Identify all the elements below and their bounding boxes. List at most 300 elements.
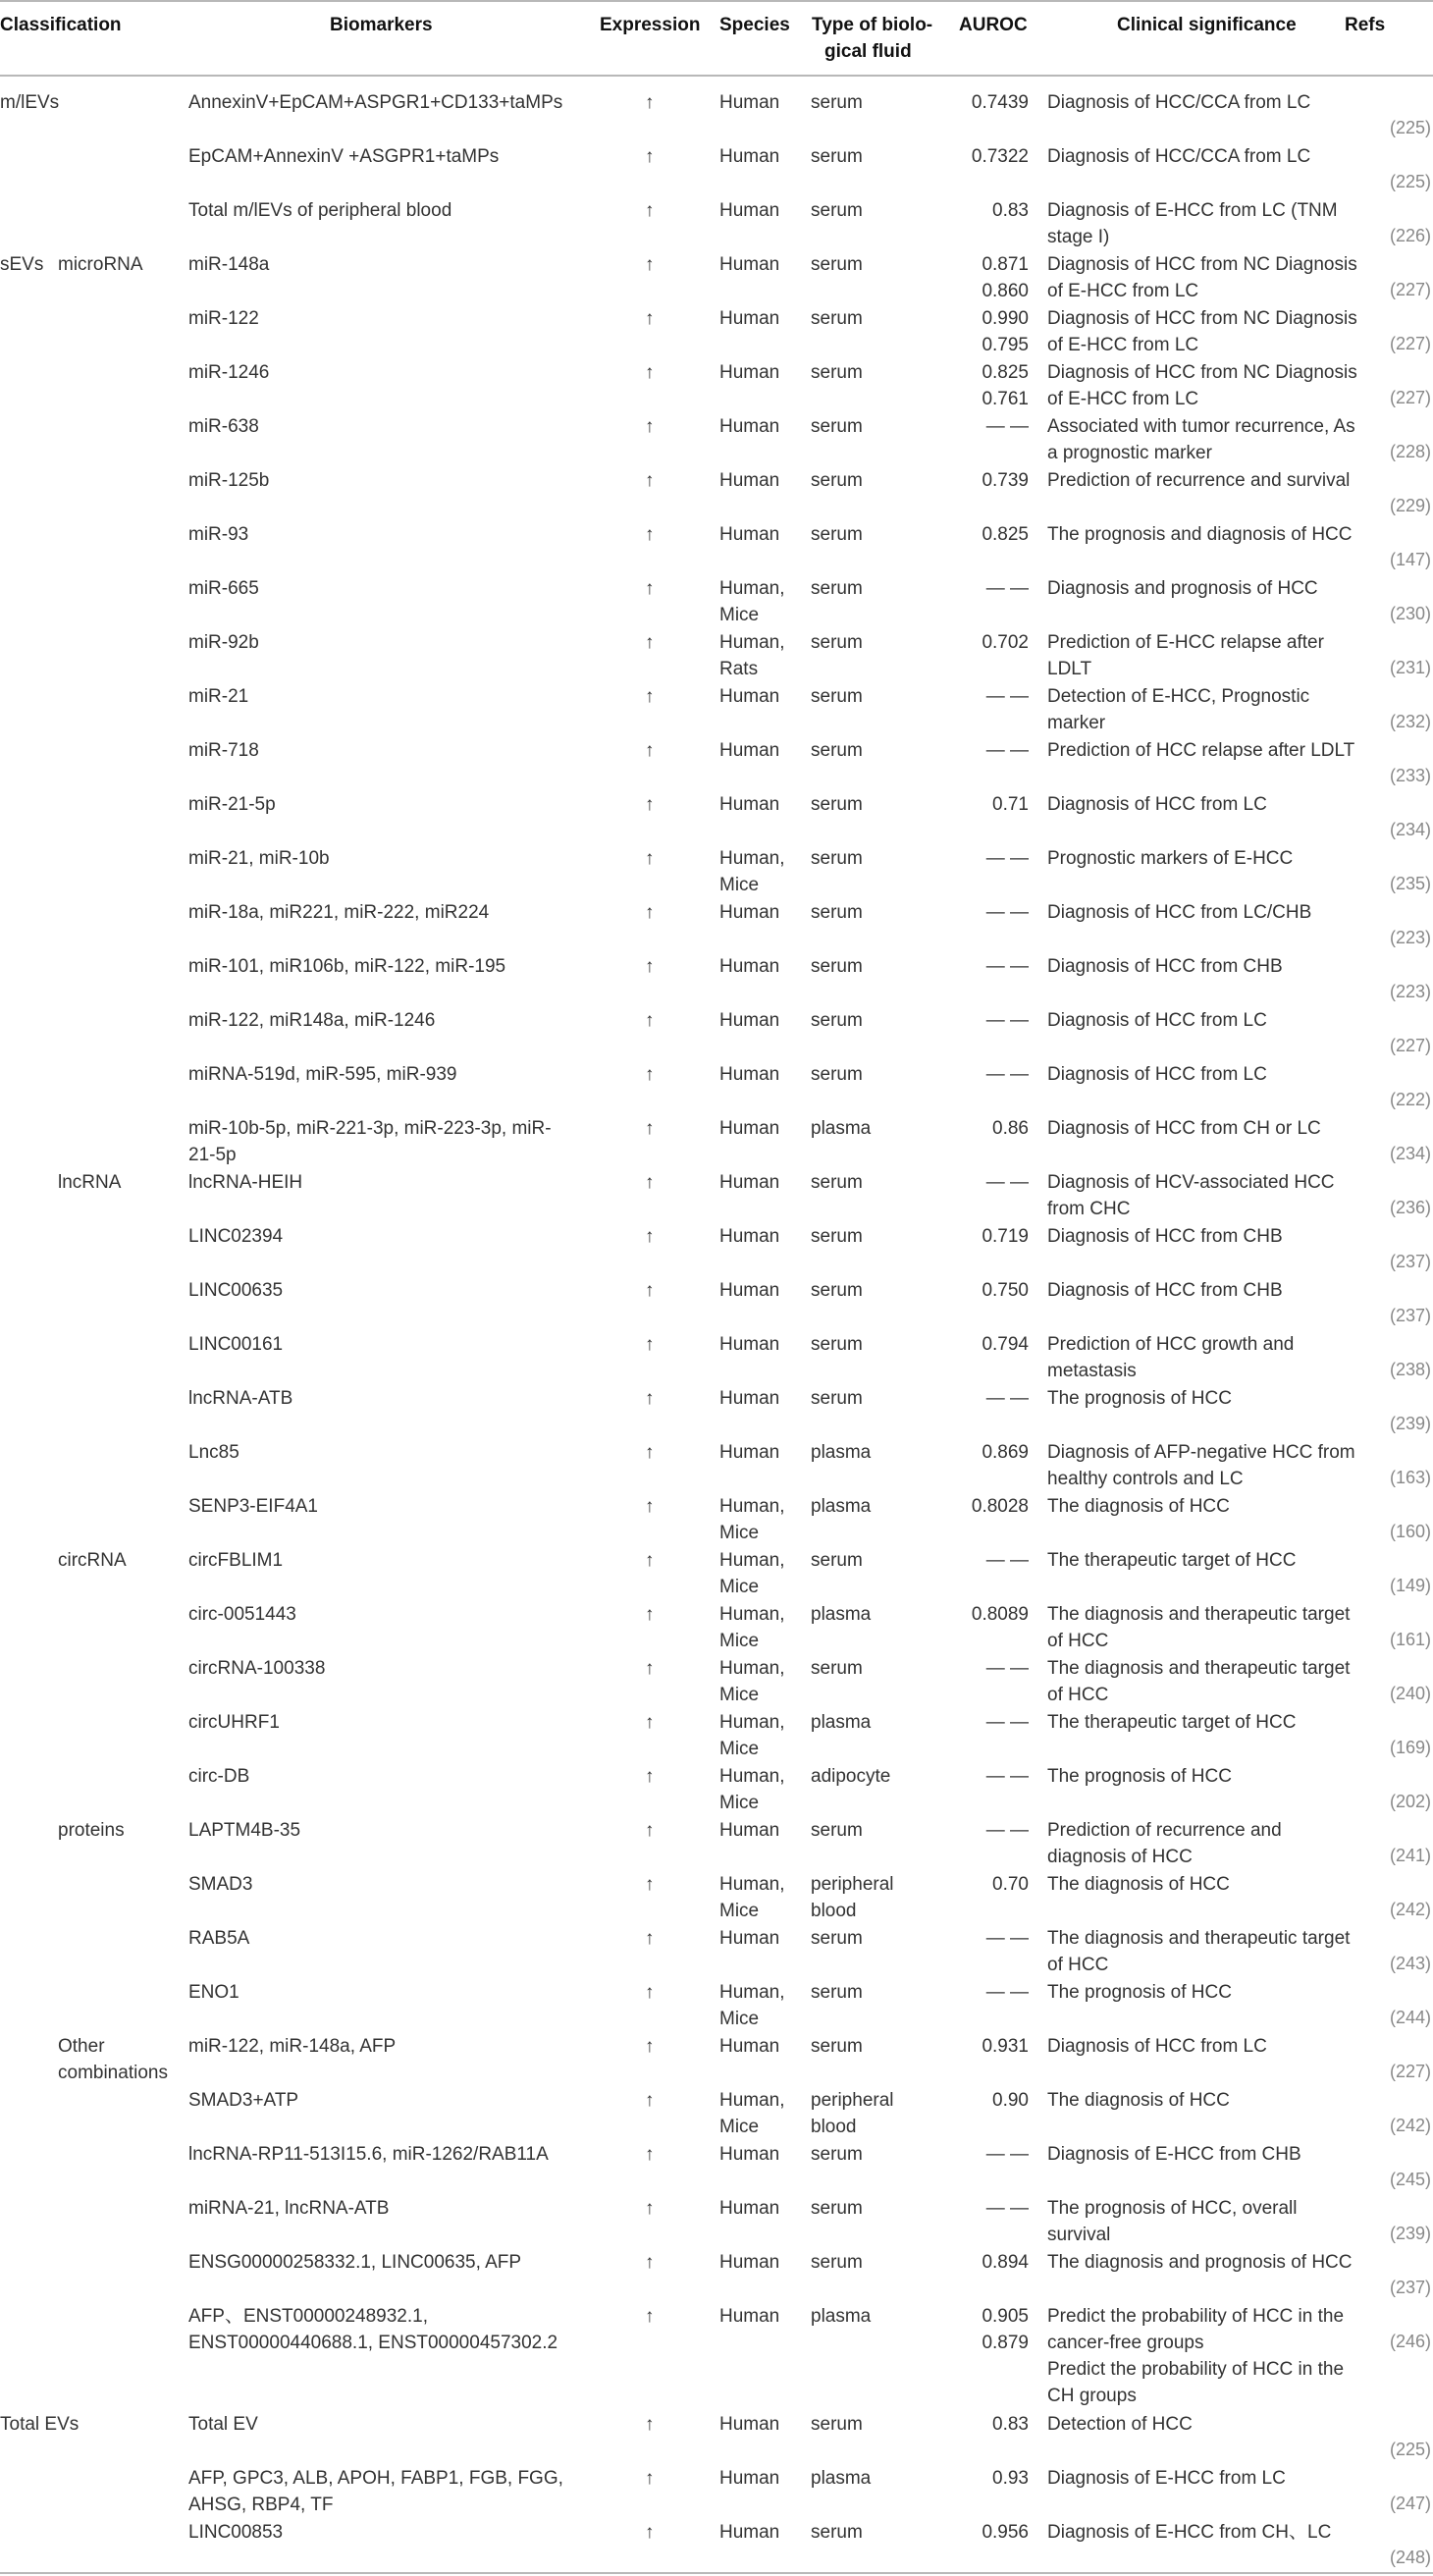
expression-up-arrow: ↑ xyxy=(645,2468,655,2489)
biomarker-name: lncRNA-RP11-513I15.6, miR-1262/RAB11A xyxy=(188,2144,549,2165)
species-cell: Human xyxy=(719,1928,780,1949)
auroc-value: 0.83 xyxy=(992,200,1029,221)
clinical-significance: Diagnosis of HCC from LC xyxy=(1047,2036,1267,2057)
subgroup-label-circrna: circRNA xyxy=(58,1550,127,1571)
clinical-significance: The diagnosis and therapeutic target xyxy=(1047,1928,1351,1949)
species-cell: Human, xyxy=(719,1982,785,2003)
clinical-significance: Diagnosis of E-HCC from LC xyxy=(1047,2468,1286,2489)
clinical-significance: Diagnosis of HCC from LC xyxy=(1047,1010,1267,1031)
clinical-significance: of HCC xyxy=(1047,1955,1109,1975)
species-cell: Mice xyxy=(719,1739,760,1759)
biomarker-name: miR-1246 xyxy=(188,362,270,383)
biomarker-name: EpCAM+AnnexinV +ASGPR1+taMPs xyxy=(188,146,500,167)
fluid-cell: serum xyxy=(811,632,863,653)
species-cell: Human, xyxy=(719,1658,785,1679)
reference-number: (161) xyxy=(1389,1630,1431,1649)
reference-number: (246) xyxy=(1389,2332,1431,2351)
reference-number: (229) xyxy=(1389,496,1431,515)
species-cell: Mice xyxy=(719,1901,760,1921)
species-cell: Mice xyxy=(719,1631,760,1651)
fluid-cell: peripheral xyxy=(811,2090,894,2111)
reference-number: (227) xyxy=(1389,280,1431,299)
clinical-significance: The diagnosis of HCC xyxy=(1047,2090,1230,2111)
auroc-value: — — xyxy=(985,956,1029,977)
expression-up-arrow: ↑ xyxy=(645,1118,655,1139)
clinical-significance: The diagnosis of HCC xyxy=(1047,1496,1230,1517)
clinical-significance: Diagnosis of HCC from LC/CHB xyxy=(1047,902,1312,923)
reference-number: (231) xyxy=(1389,658,1431,677)
reference-number: (234) xyxy=(1389,820,1431,839)
fluid-cell: serum xyxy=(811,1172,863,1193)
fluid-cell: serum xyxy=(811,1226,863,1247)
species-cell: Human, xyxy=(719,1766,785,1787)
expression-up-arrow: ↑ xyxy=(645,578,655,599)
expression-up-arrow: ↑ xyxy=(645,1658,655,1679)
expression-up-arrow: ↑ xyxy=(645,686,655,707)
biomarker-name: lncRNA-HEIH xyxy=(188,1172,303,1193)
clinical-significance: Diagnosis of HCC from NC Diagnosis xyxy=(1047,308,1357,329)
expression-up-arrow: ↑ xyxy=(645,1334,655,1355)
auroc-value: 0.90 xyxy=(992,2090,1029,2111)
biomarker-name: AFP, GPC3, ALB, APOH, FABP1, FGB, FGG, xyxy=(188,2468,563,2489)
expression-up-arrow: ↑ xyxy=(645,632,655,653)
clinical-significance: Prognostic markers of E-HCC xyxy=(1047,848,1294,869)
expression-up-arrow: ↑ xyxy=(645,1982,655,2003)
biomarker-name: Lnc85 xyxy=(188,1442,239,1463)
clinical-significance: Diagnosis of HCC/CCA from LC xyxy=(1047,146,1311,167)
species-cell: Human xyxy=(719,470,780,491)
species-cell: Human xyxy=(719,524,780,545)
clinical-significance: of E-HCC from LC xyxy=(1047,281,1199,301)
clinical-significance: Diagnosis of HCC from LC xyxy=(1047,794,1267,815)
fluid-cell: serum xyxy=(811,1928,863,1949)
clinical-significance: Prediction of HCC growth and xyxy=(1047,1334,1295,1355)
clinical-significance: The prognosis and diagnosis of HCC xyxy=(1047,524,1353,545)
clinical-significance: Diagnosis of AFP-negative HCC from xyxy=(1047,1442,1355,1463)
clinical-significance: Prediction of recurrence and xyxy=(1047,1820,1282,1841)
clinical-significance: Associated with tumor recurrence, As xyxy=(1047,416,1355,437)
biomarker-name: ENST00000440688.1, ENST00000457302.2 xyxy=(188,2333,558,2353)
clinical-significance: of HCC xyxy=(1047,1631,1109,1651)
auroc-value: — — xyxy=(985,1982,1029,2003)
biomarker-name: miR-101, miR106b, miR-122, miR-195 xyxy=(188,956,506,977)
expression-up-arrow: ↑ xyxy=(645,1280,655,1301)
auroc-value: 0.825 xyxy=(982,524,1029,545)
biomarker-name: miR-148a xyxy=(188,254,270,275)
expression-up-arrow: ↑ xyxy=(645,1010,655,1031)
auroc-value: — — xyxy=(985,1928,1029,1949)
clinical-significance: Diagnosis of HCC/CCA from LC xyxy=(1047,92,1311,113)
biomarker-name: 21-5p xyxy=(188,1145,237,1165)
expression-up-arrow: ↑ xyxy=(645,362,655,383)
clinical-significance: from CHC xyxy=(1047,1199,1131,1219)
reference-number: (238) xyxy=(1389,1360,1431,1379)
auroc-value: 0.905 xyxy=(982,2306,1029,2327)
subgroup-label-other-combinations: Other xyxy=(58,2036,105,2057)
species-cell: Human, xyxy=(719,1550,785,1571)
group-label-total-evs: Total EVs xyxy=(0,2414,80,2435)
clinical-significance: Prediction of E-HCC relapse after xyxy=(1047,632,1324,653)
biomarker-name: miR-125b xyxy=(188,470,270,491)
biomarker-name: SMAD3+ATP xyxy=(188,2090,299,2111)
fluid-cell: plasma xyxy=(811,1604,872,1625)
fluid-cell: serum xyxy=(811,470,863,491)
clinical-significance: LDLT xyxy=(1047,659,1092,679)
biomarker-name: miR-93 xyxy=(188,524,249,545)
clinical-significance: The therapeutic target of HCC xyxy=(1047,1712,1297,1733)
species-cell: Human, xyxy=(719,632,785,653)
reference-number: (233) xyxy=(1389,766,1431,785)
fluid-cell: blood xyxy=(811,2117,857,2137)
auroc-value: — — xyxy=(985,1820,1029,1841)
auroc-value: 0.879 xyxy=(982,2333,1029,2353)
expression-up-arrow: ↑ xyxy=(645,92,655,113)
clinical-significance: Diagnosis of HCC from NC Diagnosis xyxy=(1047,254,1357,275)
expression-up-arrow: ↑ xyxy=(645,200,655,221)
reference-number: (243) xyxy=(1389,1954,1431,1973)
reference-number: (234) xyxy=(1389,1144,1431,1163)
auroc-value: 0.860 xyxy=(982,281,1029,301)
species-cell: Human xyxy=(719,794,780,815)
fluid-cell: serum xyxy=(811,1820,863,1841)
reference-number: (225) xyxy=(1389,172,1431,191)
clinical-significance: Diagnosis of E-HCC from LC (TNM xyxy=(1047,200,1338,221)
fluid-cell: serum xyxy=(811,416,863,437)
header-biomarkers: Biomarkers xyxy=(330,15,433,35)
expression-up-arrow: ↑ xyxy=(645,1496,655,1517)
expression-up-arrow: ↑ xyxy=(645,1604,655,1625)
reference-number: (227) xyxy=(1389,334,1431,353)
biomarker-name: miR-718 xyxy=(188,740,259,761)
biomarker-name: miR-21 xyxy=(188,686,249,707)
table-header-rule xyxy=(0,75,1433,77)
biomarker-name: circRNA-100338 xyxy=(188,1658,326,1679)
expression-up-arrow: ↑ xyxy=(645,2252,655,2273)
expression-up-arrow: ↑ xyxy=(645,902,655,923)
auroc-value: — — xyxy=(985,1550,1029,1571)
auroc-value: — — xyxy=(985,578,1029,599)
fluid-cell: serum xyxy=(811,2522,863,2543)
species-cell: Human xyxy=(719,200,780,221)
expression-up-arrow: ↑ xyxy=(645,1226,655,1247)
expression-up-arrow: ↑ xyxy=(645,1064,655,1085)
reference-number: (239) xyxy=(1389,1414,1431,1433)
auroc-value: 0.7439 xyxy=(971,92,1029,113)
reference-number: (169) xyxy=(1389,1738,1431,1757)
reference-number: (228) xyxy=(1389,442,1431,461)
auroc-value: 0.93 xyxy=(992,2468,1029,2489)
fluid-cell: serum xyxy=(811,2036,863,2057)
clinical-significance: Diagnosis of E-HCC from CHB xyxy=(1047,2144,1301,2165)
species-cell: Human xyxy=(719,2144,780,2165)
species-cell: Human xyxy=(719,362,780,383)
species-cell: Human xyxy=(719,1334,780,1355)
clinical-significance: The prognosis of HCC xyxy=(1047,1766,1232,1787)
fluid-cell: plasma xyxy=(811,1118,872,1139)
expression-up-arrow: ↑ xyxy=(645,1874,655,1895)
fluid-cell: serum xyxy=(811,1982,863,2003)
auroc-value: — — xyxy=(985,1064,1029,1085)
fluid-cell: serum xyxy=(811,2198,863,2219)
species-cell: Human xyxy=(719,146,780,167)
species-cell: Human xyxy=(719,2468,780,2489)
fluid-cell: serum xyxy=(811,686,863,707)
fluid-cell: serum xyxy=(811,2144,863,2165)
species-cell: Human xyxy=(719,1820,780,1841)
expression-up-arrow: ↑ xyxy=(645,1766,655,1787)
clinical-significance: Diagnosis of HCC from CHB xyxy=(1047,956,1283,977)
biomarker-name: LAPTM4B-35 xyxy=(188,1820,301,1841)
biomarker-name: Total EV xyxy=(188,2414,258,2435)
reference-number: (163) xyxy=(1389,1468,1431,1487)
biomarker-name: LINC02394 xyxy=(188,1226,284,1247)
reference-number: (225) xyxy=(1389,118,1431,137)
fluid-cell: serum xyxy=(811,200,863,221)
species-cell: Human xyxy=(719,254,780,275)
clinical-significance: a prognostic marker xyxy=(1047,443,1212,463)
header-clinical-significance: Clinical significance xyxy=(1117,15,1297,35)
fluid-cell: serum xyxy=(811,578,863,599)
species-cell: Mice xyxy=(719,875,760,895)
auroc-value: 0.894 xyxy=(982,2252,1029,2273)
auroc-value: 0.71 xyxy=(992,794,1029,815)
clinical-significance: cancer-free groups xyxy=(1047,2333,1204,2353)
expression-up-arrow: ↑ xyxy=(645,1442,655,1463)
biomarker-name: RAB5A xyxy=(188,1928,250,1949)
fluid-cell: serum xyxy=(811,1010,863,1031)
fluid-cell: serum xyxy=(811,254,863,275)
fluid-cell: plasma xyxy=(811,2468,872,2489)
auroc-value: 0.83 xyxy=(992,2414,1029,2435)
auroc-value: 0.869 xyxy=(982,1442,1029,1463)
species-cell: Human xyxy=(719,902,780,923)
reference-number: (247) xyxy=(1389,2494,1431,2513)
reference-number: (242) xyxy=(1389,2116,1431,2135)
fluid-cell: serum xyxy=(811,956,863,977)
reference-number: (242) xyxy=(1389,1900,1431,1919)
auroc-value: — — xyxy=(985,1766,1029,1787)
clinical-significance: Diagnosis of HCC from CHB xyxy=(1047,1280,1283,1301)
clinical-significance: The prognosis of HCC, overall xyxy=(1047,2198,1298,2219)
expression-up-arrow: ↑ xyxy=(645,1820,655,1841)
species-cell: Human xyxy=(719,2036,780,2057)
species-cell: Mice xyxy=(719,1793,760,1813)
auroc-value: 0.761 xyxy=(982,389,1029,409)
group-label-mlevs: m/lEVs xyxy=(0,92,60,113)
auroc-value: 0.931 xyxy=(982,2036,1029,2057)
reference-number: (235) xyxy=(1389,874,1431,893)
expression-up-arrow: ↑ xyxy=(645,1928,655,1949)
fluid-cell: blood xyxy=(811,1901,857,1921)
biomarker-name: miR-638 xyxy=(188,416,259,437)
auroc-value: — — xyxy=(985,1388,1029,1409)
header-refs: Refs xyxy=(1345,15,1386,35)
fluid-cell: serum xyxy=(811,902,863,923)
fluid-cell: serum xyxy=(811,794,863,815)
expression-up-arrow: ↑ xyxy=(645,254,655,275)
subgroup-label-proteins: proteins xyxy=(58,1820,125,1841)
auroc-value: — — xyxy=(985,848,1029,869)
biomarker-name: miR-18a, miR221, miR-222, miR224 xyxy=(188,902,490,923)
auroc-value: 0.70 xyxy=(992,1874,1029,1895)
reference-number: (240) xyxy=(1389,1684,1431,1703)
fluid-cell: plasma xyxy=(811,1496,872,1517)
fluid-cell: serum xyxy=(811,1064,863,1085)
species-cell: Human xyxy=(719,2522,780,2543)
clinical-significance: healthy controls and LC xyxy=(1047,1469,1244,1489)
auroc-value: 0.871 xyxy=(982,254,1029,275)
reference-number: (241) xyxy=(1389,1846,1431,1865)
fluid-cell: serum xyxy=(811,740,863,761)
header-fluid-line1: Type of biolo- xyxy=(812,15,933,35)
expression-up-arrow: ↑ xyxy=(645,308,655,329)
header-classification: Classification xyxy=(0,15,122,35)
fluid-cell: serum xyxy=(811,146,863,167)
expression-up-arrow: ↑ xyxy=(645,2090,655,2111)
species-cell: Human xyxy=(719,1010,780,1031)
clinical-significance: Detection of E-HCC, Prognostic xyxy=(1047,686,1310,707)
subgroup-label-microrna: microRNA xyxy=(58,254,143,275)
reference-number: (248) xyxy=(1389,2548,1431,2567)
reference-number: (225) xyxy=(1389,2440,1431,2459)
biomarker-name: miRNA-21, lncRNA-ATB xyxy=(188,2198,390,2219)
auroc-value: 0.739 xyxy=(982,470,1029,491)
species-cell: Mice xyxy=(719,1577,760,1597)
fluid-cell: serum xyxy=(811,1334,863,1355)
clinical-significance: Predict the probability of HCC in the xyxy=(1047,2306,1345,2327)
table-bottom-rule xyxy=(0,2572,1433,2574)
species-cell: Mice xyxy=(719,605,760,625)
species-cell: Mice xyxy=(719,2009,760,2029)
biomarker-name: LINC00161 xyxy=(188,1334,284,1355)
biomarker-name: miR-10b-5p, miR-221-3p, miR-223-3p, miR- xyxy=(188,1118,552,1139)
expression-up-arrow: ↑ xyxy=(645,1172,655,1193)
reference-number: (223) xyxy=(1389,928,1431,947)
expression-up-arrow: ↑ xyxy=(645,2144,655,2165)
expression-up-arrow: ↑ xyxy=(645,1712,655,1733)
subgroup-label-other-combinations: combinations xyxy=(58,2063,168,2083)
clinical-significance: The prognosis of HCC xyxy=(1047,1982,1232,2003)
species-cell: Human xyxy=(719,2306,780,2327)
clinical-significance: marker xyxy=(1047,713,1106,733)
species-cell: Human xyxy=(719,956,780,977)
expression-up-arrow: ↑ xyxy=(645,146,655,167)
fluid-cell: serum xyxy=(811,362,863,383)
auroc-value: 0.990 xyxy=(982,308,1029,329)
fluid-cell: serum xyxy=(811,1388,863,1409)
species-cell: Human xyxy=(719,686,780,707)
reference-number: (222) xyxy=(1389,1090,1431,1109)
expression-up-arrow: ↑ xyxy=(645,2522,655,2543)
species-cell: Human xyxy=(719,1388,780,1409)
header-expression: Expression xyxy=(600,15,701,35)
clinical-significance: The therapeutic target of HCC xyxy=(1047,1550,1297,1571)
reference-number: (239) xyxy=(1389,2224,1431,2243)
expression-up-arrow: ↑ xyxy=(645,1388,655,1409)
fluid-cell: plasma xyxy=(811,2306,872,2327)
expression-up-arrow: ↑ xyxy=(645,2198,655,2219)
fluid-cell: serum xyxy=(811,1280,863,1301)
auroc-value: — — xyxy=(985,686,1029,707)
species-cell: Human, xyxy=(719,1874,785,1895)
auroc-value: 0.8089 xyxy=(971,1604,1029,1625)
clinical-significance: The prognosis of HCC xyxy=(1047,1388,1232,1409)
species-cell: Human xyxy=(719,2198,780,2219)
species-cell: Human xyxy=(719,1064,780,1085)
table-top-rule xyxy=(0,0,1433,2)
auroc-value: — — xyxy=(985,416,1029,437)
biomarker-name: circFBLIM1 xyxy=(188,1550,284,1571)
reference-number: (223) xyxy=(1389,982,1431,1001)
clinical-significance: Diagnosis of HCC from CH or LC xyxy=(1047,1118,1321,1139)
biomarker-name: AHSG, RBP4, TF xyxy=(188,2495,334,2515)
biomarker-name: circ-DB xyxy=(188,1766,250,1787)
biomarker-name: miRNA-519d, miR-595, miR-939 xyxy=(188,1064,457,1085)
clinical-significance: of E-HCC from LC xyxy=(1047,389,1199,409)
species-cell: Human, xyxy=(719,1496,785,1517)
clinical-significance: diagnosis of HCC xyxy=(1047,1847,1193,1867)
biomarker-name: miR-21, miR-10b xyxy=(188,848,330,869)
biomarker-name: AnnexinV+EpCAM+ASPGR1+CD133+taMPs xyxy=(188,92,563,113)
species-cell: Human, xyxy=(719,1604,785,1625)
species-cell: Human xyxy=(719,1172,780,1193)
biomarker-name: SMAD3 xyxy=(188,1874,253,1895)
auroc-value: — — xyxy=(985,740,1029,761)
expression-up-arrow: ↑ xyxy=(645,956,655,977)
biomarker-name: lncRNA-ATB xyxy=(188,1388,293,1409)
species-cell: Human xyxy=(719,1280,780,1301)
fluid-cell: peripheral xyxy=(811,1874,894,1895)
header-fluid-line2: gical fluid xyxy=(824,41,912,62)
fluid-cell: adipocyte xyxy=(811,1766,891,1787)
reference-number: (232) xyxy=(1389,712,1431,731)
expression-up-arrow: ↑ xyxy=(645,2036,655,2057)
biomarker-name: ENO1 xyxy=(188,1982,239,2003)
expression-up-arrow: ↑ xyxy=(645,848,655,869)
fluid-cell: serum xyxy=(811,1658,863,1679)
biomarker-name: LINC00635 xyxy=(188,1280,284,1301)
auroc-value: 0.8028 xyxy=(971,1496,1029,1517)
header-species: Species xyxy=(719,15,790,35)
auroc-value: 0.795 xyxy=(982,335,1029,355)
expression-up-arrow: ↑ xyxy=(645,524,655,545)
auroc-value: — — xyxy=(985,1658,1029,1679)
fluid-cell: serum xyxy=(811,524,863,545)
fluid-cell: serum xyxy=(811,2252,863,2273)
fluid-cell: plasma xyxy=(811,1712,872,1733)
reference-number: (149) xyxy=(1389,1576,1431,1595)
biomarker-name: miR-665 xyxy=(188,578,259,599)
auroc-value: 0.719 xyxy=(982,1226,1029,1247)
clinical-significance: The diagnosis of HCC xyxy=(1047,1874,1230,1895)
species-cell: Human, xyxy=(719,848,785,869)
reference-number: (227) xyxy=(1389,388,1431,407)
species-cell: Mice xyxy=(719,1523,760,1543)
fluid-cell: serum xyxy=(811,848,863,869)
clinical-significance: Diagnosis of E-HCC from CH、LC xyxy=(1047,2522,1332,2543)
reference-number: (227) xyxy=(1389,1036,1431,1055)
clinical-significance: metastasis xyxy=(1047,1361,1137,1381)
clinical-significance: The diagnosis and prognosis of HCC xyxy=(1047,2252,1353,2273)
expression-up-arrow: ↑ xyxy=(645,470,655,491)
fluid-cell: serum xyxy=(811,92,863,113)
reference-number: (230) xyxy=(1389,604,1431,623)
reference-number: (147) xyxy=(1389,550,1431,569)
biomarker-name: LINC00853 xyxy=(188,2522,284,2543)
reference-number: (237) xyxy=(1389,2278,1431,2297)
biomarker-name: ENSG00000258332.1, LINC00635, AFP xyxy=(188,2252,522,2273)
auroc-value: 0.794 xyxy=(982,1334,1029,1355)
